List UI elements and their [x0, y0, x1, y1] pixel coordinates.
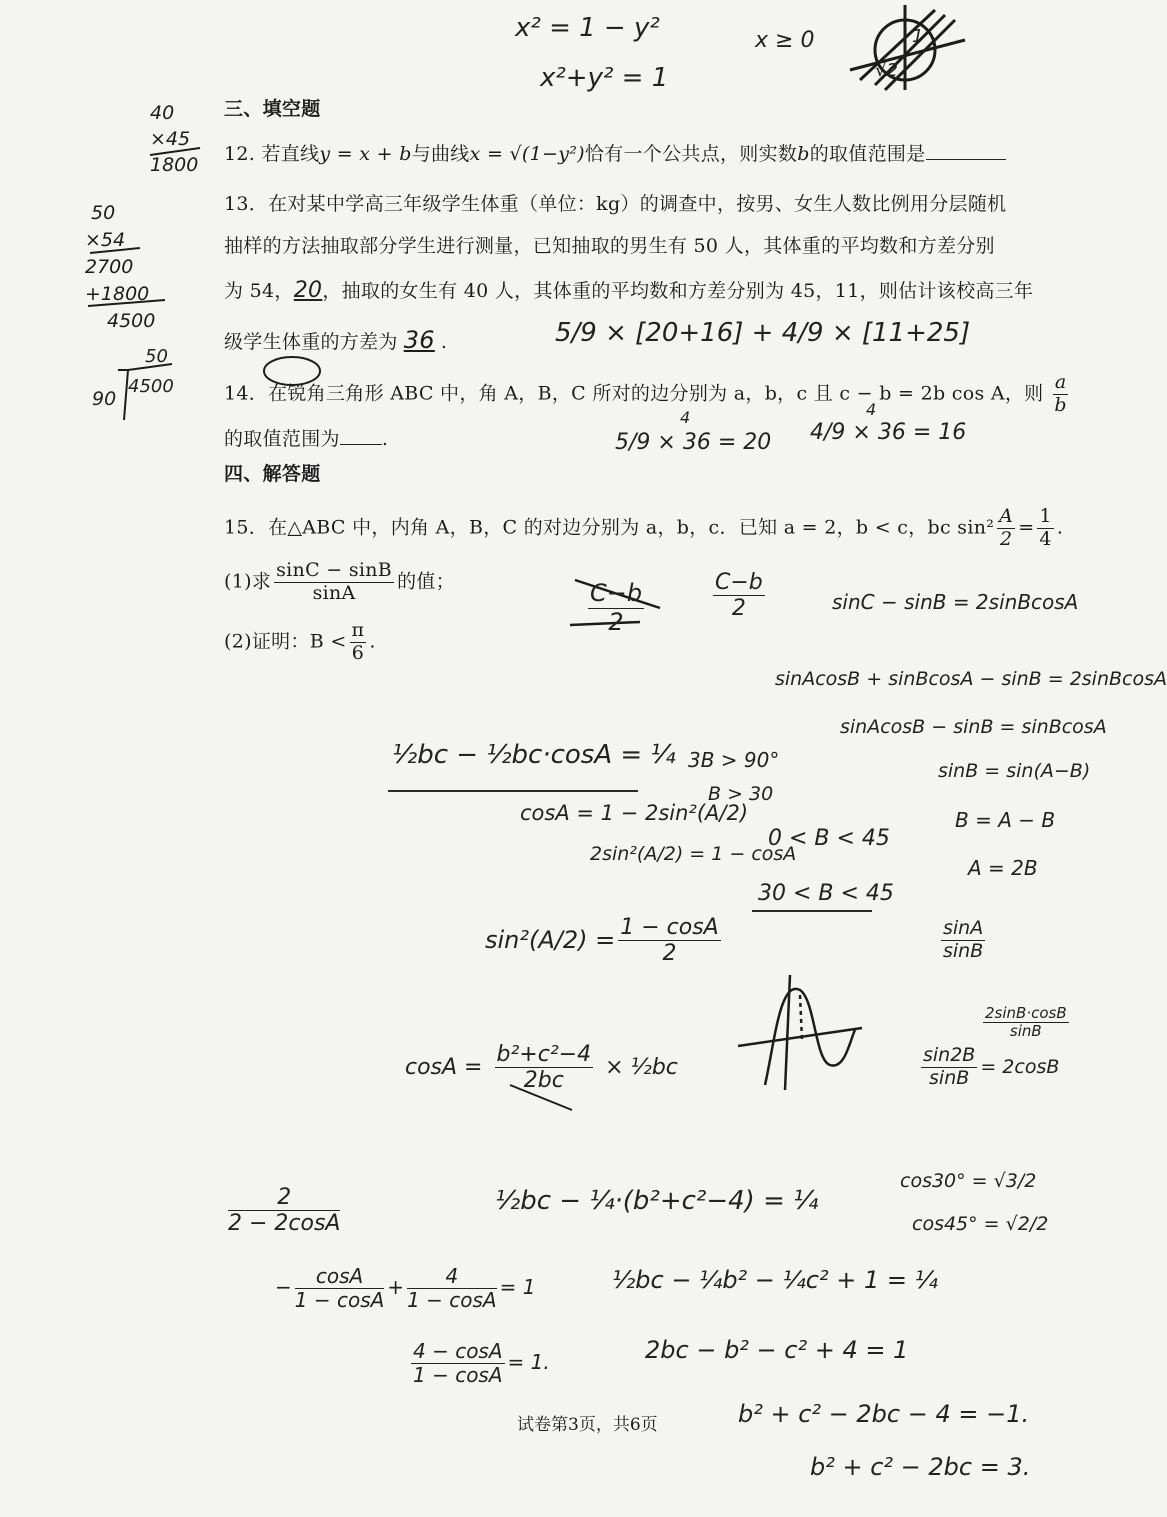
question-13-line-2: 抽样的方法抽取部分学生进行测量，已知抽取的男生有 50 人，其体重的平均数和方差分别 — [224, 235, 995, 257]
q15-work-c2: cosA = 1 − 2sin²(A/2) — [520, 801, 749, 825]
section-4-heading: 四、解答题 — [224, 463, 321, 485]
q15-work-c3: 2sin²(A/2) = 1 − cosA — [590, 843, 797, 865]
q15-work-r4: sinB = sin(A−B) — [938, 760, 1091, 782]
q15-work-e3: 2bc − b² − c² + 4 = 1 — [645, 1336, 909, 1364]
note-circle-eq: x²+y² = 1 — [540, 63, 669, 93]
page-footer: 试卷第3页，共6页 — [517, 1415, 658, 1435]
note-sqrt2: √2 — [875, 60, 898, 81]
q15-work-r5: B = A − B — [955, 808, 1056, 832]
q15-work-r6: A = 2B — [968, 856, 1038, 880]
q13-work-girls: 4/9 × 36 = 16 — [810, 420, 967, 445]
note-x-nonneg: x ≥ 0 — [755, 28, 815, 53]
answer-blank-12[interactable] — [926, 159, 1006, 160]
q13-work-boys: 5/9 × 36 = 20 — [615, 430, 772, 455]
q15-work-e4: b² + c² − 2bc − 4 = −1. — [738, 1400, 1030, 1428]
question-15-part-2: (2)证明：B < $\frac{\pi}{6}$ . — [224, 619, 376, 664]
sine-graph-icon — [738, 975, 862, 1090]
question-15-part-1: (1)求 $\frac{\sin C - \sin B}{\sin A}$ 的值； — [224, 559, 455, 604]
answer-blank-14[interactable] — [340, 444, 382, 445]
q15-work-c4: 3B > 90° — [688, 748, 780, 772]
circle-sketch-icon — [850, 5, 965, 90]
question-13-line-1: 13．在对某中学高三年级学生体重（单位：kg）的调查中，按男、女生人数比例用分层随机 — [224, 193, 1007, 215]
margin-quotient: 50 — [145, 346, 168, 367]
q15-work-r3: sinAcosB − sinB = sinBcosA — [840, 716, 1107, 738]
q15-work-r7: $\frac{\sin A}{\sin B}$ — [942, 917, 984, 962]
question-14-line-1: 14．在锐角三角形 ABC 中，角 A，B，C 所对的边分别为 a，b，c 且 c − b = 2b cos A，则 $\frac{a}{b}$ — [224, 371, 1067, 416]
question-13-line-4: 级学生体重的方差为 36 . — [224, 326, 448, 354]
q15-work-c5: B > 30 — [708, 783, 774, 805]
q15-work-f2: cos45° = √2/2 — [912, 1213, 1049, 1235]
question-12: 12. 若直线y = x + b与曲线x = √(1−y²)恰有一个公共点，则实数b的取值范围是 — [224, 145, 1006, 164]
section-3-heading: 三、填空题 — [224, 98, 321, 120]
q15-work-r1: sinC − sinB = 2sinBcosA — [832, 590, 1079, 614]
q15-work-c7: 30 < B < 45 — [758, 881, 894, 906]
note-one: 1 — [912, 26, 924, 47]
q15-work-r8-top: $\frac{2\sin B\cdot\cos B}{\sin B}$ — [985, 1004, 1067, 1041]
q15-work-c8: sin²(A/2) = $\frac{1 - \cos A}{2}$ — [485, 915, 719, 967]
q15-work-e2: ½bc − ¼b² − ¼c² + 1 = ¼ — [612, 1266, 938, 1294]
q15-work-e1: ½bc − ¼·(b²+c²−4) = ¼ — [495, 1186, 819, 1216]
q15-work-d3: $\frac{4 - \cos A}{1 - \cos A}$ = 1. — [413, 1339, 550, 1387]
q15-work-c9: cosA = $\frac{\text{b²+c²−4}}{2bc}$ × ½bc — [405, 1042, 678, 1094]
q15-work-r8: $\frac{\sin 2B}{\sin B}$ = 2cosB — [923, 1044, 1060, 1089]
q15-frac: $\frac{C-b}{2}$ — [715, 570, 763, 622]
q15-work-e5: b² + c² − 2bc = 3. — [810, 1453, 1031, 1481]
note-x-squared: x² = 1 − y² — [515, 13, 660, 43]
margin-dividend: 4500 — [128, 376, 174, 397]
q15-work-c6: 0 < B < 45 — [768, 826, 890, 851]
q15-work-d1: $\frac{2}{2 - 2\cos A}$ — [228, 1185, 341, 1237]
margin-calc-1: 40 ×45 1800 — [150, 102, 199, 176]
q15-work-r2: sinAcosB + sinBcosA − sinB = 2sinBcosA — [775, 668, 1167, 690]
margin-divisor: 90 — [92, 388, 117, 410]
q15-work-f1: cos30° = √3/2 — [900, 1170, 1037, 1192]
q15-crossed-frac: $\frac{C-b}{2}$ — [590, 579, 643, 636]
filled-variance: 20 — [293, 278, 323, 303]
q13-work-main: 5/9 × [20+16] + 4/9 × [11+25] — [555, 318, 971, 348]
q15-work-c1: ½bc − ½bc·cosA = ¼ — [392, 740, 676, 770]
q13-work-girls-cancel: 4 — [866, 400, 877, 419]
q13-work-boys-cancel: 4 — [680, 408, 691, 427]
question-14-line-2: 的取值范围为 . — [224, 428, 389, 450]
question-13-line-3: 为 54，20，抽取的女生有 40 人，其体重的平均数和方差分别为 45，11，则估计该校高三年 — [224, 278, 1034, 303]
answer-13[interactable]: 36 — [403, 326, 435, 354]
question-15-stem: 15．在△ABC 中，内角 A，B，C 的对边分别为 a，b，c．已知 a = 2，b < c，bc sin² $\frac{A}{2}$ = $\frac{1}{4}$ . — [224, 505, 1064, 550]
q15-work-d2: − $\frac{\cos A}{1 - \cos A}$ + $\frac{4}{1 - \cos A}$ = 1 — [275, 1264, 536, 1312]
margin-calc-2: 50 ×54 2700 +1800 4500 — [85, 202, 156, 332]
